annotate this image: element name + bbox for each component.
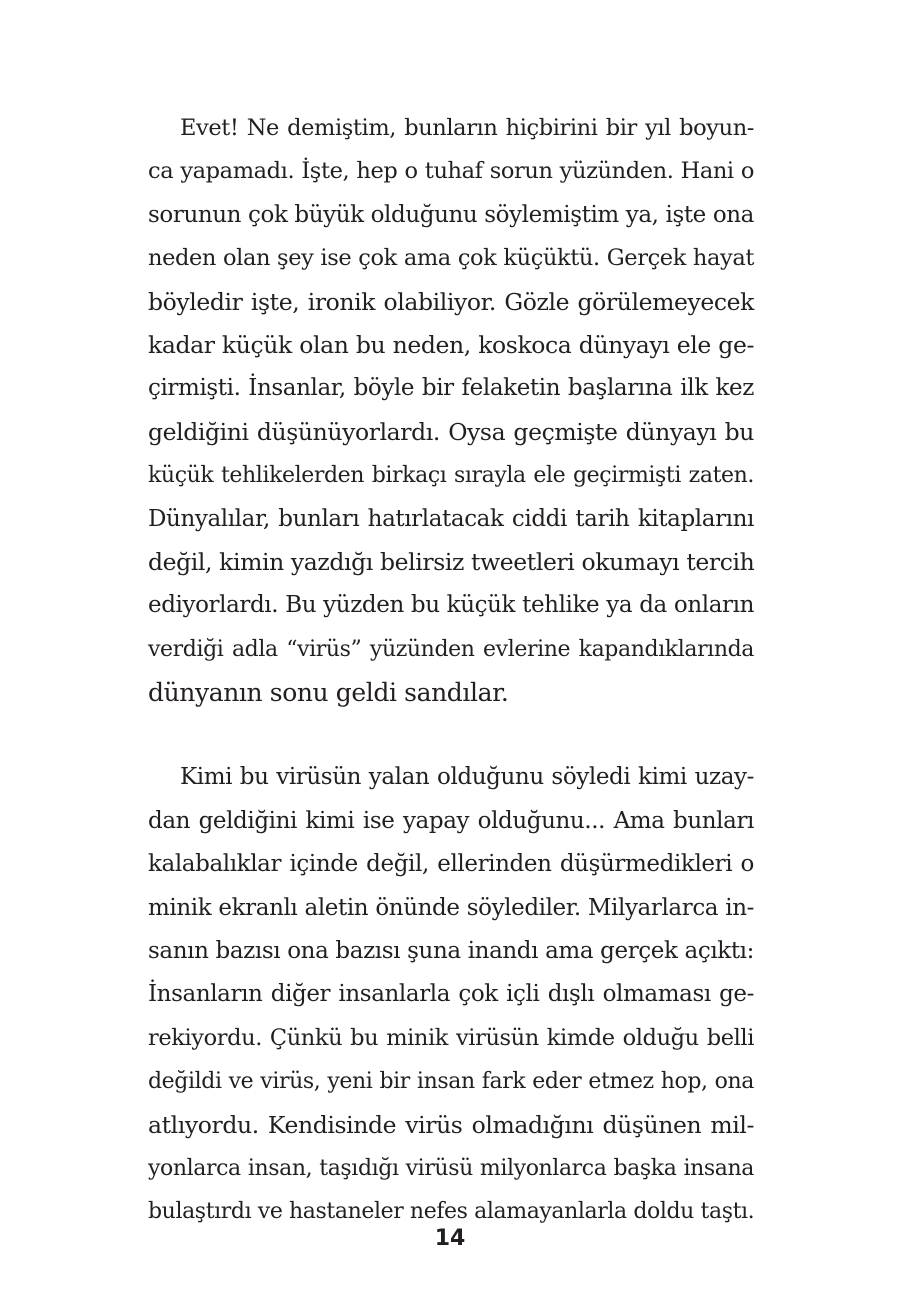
text-line: kalabalıklar içinde değil, ellerinden düşürmedikleri o (148, 851, 754, 878)
text-line: minik ekranlı aletin önünde söylediler. Milyarlarca in- (148, 894, 754, 921)
text-line: kadar küçük olan bu neden, koskoca dünyayı ele ge- (148, 330, 754, 359)
text-line: sanın bazısı ona bazısı şuna inandı ama gerçek açıktı: (148, 938, 754, 965)
text-line: Evet! Ne demiştim, bunların hiçbirini bir yıl boyun- (180, 115, 754, 141)
text-line: dünyanın sonu geldi sandılar. (148, 678, 509, 708)
text-line: geldiğini düşünüyorlardı. Oysa geçmişte dünyayı bu (148, 417, 754, 446)
text-line: Dünyalılar, bunları hatırlatacak ciddi tarih kitaplarını (148, 505, 754, 532)
text-line: atlıyordu. Kendisinde virüs olmadığını düşünen mil- (148, 1110, 754, 1139)
text-line: İnsanların diğer insanlarla çok içli dışlı olmaması ge- (148, 981, 754, 1008)
paragraph-gap (148, 714, 754, 756)
text-line: dan geldiğini kimi ise yapay olduğunu... Ama bunları (148, 807, 754, 834)
text-line: verdiği adla “virüs” yüzünden evlerine kapandıklarında (148, 636, 754, 662)
text-line: neden olan şey ise çok ama çok küçüktü. Gerçek hayat (148, 245, 754, 272)
text-line: çirmişti. İnsanlar, böyle bir felaketin başlarına ilk kez (148, 375, 754, 402)
text-line: küçük tehlikelerden birkaçı sırayla ele geçirmişti zaten. (148, 463, 754, 489)
page-number: 14 (434, 1226, 466, 1251)
text-line: değildi ve virüs, yeni bir insan fark eder etmez hop, ona (148, 1069, 754, 1095)
body-text (148, 107, 754, 1234)
text-line: sorunun çok büyük olduğunu söylemiştim ya, işte ona (148, 201, 754, 228)
text-line: yonlarca insan, taşıdığı virüsü milyonlarca başka insana (148, 1155, 754, 1181)
paragraph-2 (148, 756, 754, 1233)
text-line: bulaştırdı ve hastaneler nefes alamayanlarla doldu taştı. (148, 1199, 755, 1225)
text-line: Kimi bu virüsün yalan olduğunu söyledi kimi uzay- (180, 764, 754, 791)
paragraph-1 (148, 107, 754, 714)
text-line: böyledir işte, ironik olabiliyor. Gözle görülemeyecek (148, 287, 754, 316)
text-line: rekiyordu. Çünkü bu minik virüsün kimde olduğu belli (148, 1024, 754, 1051)
text-line: ediyorlardı. Bu yüzden bu küçük tehlike ya da onların (148, 592, 754, 619)
text-line: ca yapamadı. İşte, hep o tuhaf sorun yüzünden. Hani o (148, 158, 754, 185)
text-line: değil, kimin yazdığı belirsiz tweetleri okumayı tercih (148, 547, 755, 576)
